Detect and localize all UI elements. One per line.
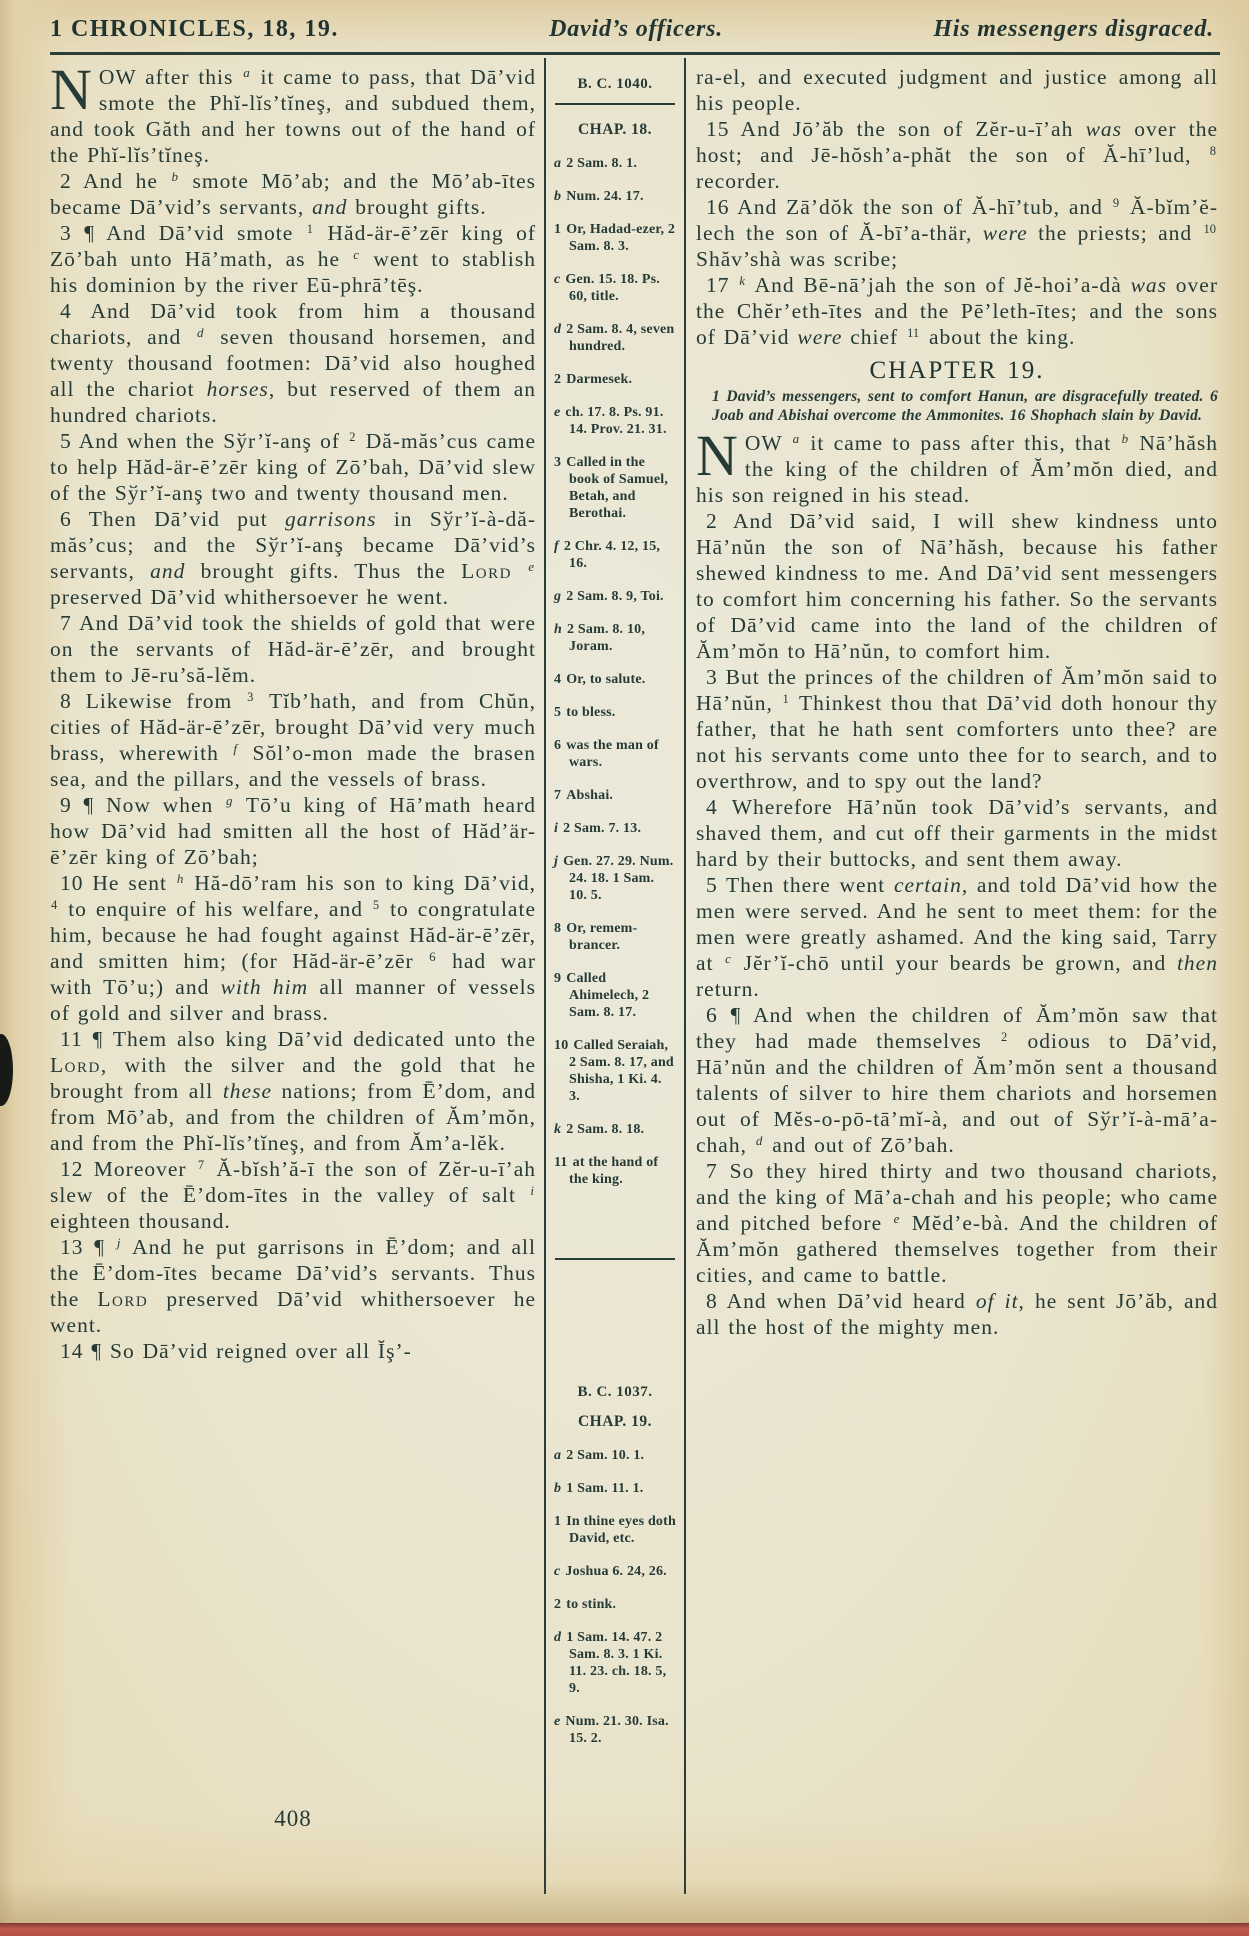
verse: 17 $^k$ And Bē-nā’jah the son of Jĕ-hoi’a-dà was over the Chĕr’eth-ītes and the Pē’leth-ītes; and the sons of Dā’vid were chief $^{11}$ about the king. [696,272,1219,349]
margin-note: k 2 Sam. 8. 18. [554,1122,645,1137]
book-cover-edge [0,1923,1249,1936]
verse: 2 And he $^b$ smote Mō’ab; and the Mō’ab-ītes became Dā’vid’s servants, and brought gifts. [50,168,537,219]
text-columns [50,58,1220,1894]
note-mark: c [353,246,360,262]
margin-note: 2 Darmesek. [554,372,633,387]
note-mark: c [554,272,561,287]
left-text-column [50,58,536,1894]
margin-note: 7 Abshai. [554,788,614,803]
spacer [554,1204,676,1250]
running-head [50,16,1220,43]
note-mark: 1 [554,1514,562,1529]
note-mark: b [1121,430,1129,446]
verse: 12 Moreover $^7$ Ă-bĭsh’ă-ī the son of Zĕr-u-ī’ah slew of the Ē’dom-ītes in the valley of salt $^i$ eighteen thousand. [50,1157,536,1233]
note-mark: h [554,622,562,637]
note-mark: d [755,1132,763,1148]
margin-note: e Num. 21. 30. Isa. 15. 2. [554,1714,669,1746]
note-mark: 2 [349,429,356,444]
verse: 6 Then Dā’vid put garrisons in Sўr’ĭ-à-dă-măs’cus; and the Sўr’ĭ-anş became Dā’vid’s servants, and brought gifts. Thus the Lord $^e$ preserved Dā’vid whithersoever he went. [50,507,536,609]
note-mark: a [554,156,562,171]
note-mark: 10 [554,1038,569,1053]
verse: 7 And Dā’vid took the shields of gold that were on the servants of Hăd-är-ē’zēr, and brought them to Jē-ru’să-lĕm. [50,611,536,687]
margin-note: b Num. 24. 17. [554,189,644,204]
margin-note: 3 Called in the book of Samuel, Betah, and Berothai. [554,455,669,521]
bc-date: B. C. 1037. [577,1384,653,1400]
note-mark: a [243,64,250,80]
margin-note: g 2 Sam. 8. 9, Toi. [554,589,664,604]
chapter-start-verse: NOW $^a$ it came to pass after this, that $^b$ Nā’hăsh the king of the children of Ăm’mŏn died, and his son reigned in his stead. [696,423,1219,507]
verse: 3 ¶ And Dā’vid smote $^1$ Hăd-är-ē’zēr king of Zō’bah unto Hā’math, as he $^c$ went to stablish his dominion by the river Eū-phrā’tēş. [50,221,536,297]
note-mark: 8 [554,921,562,936]
note-mark: i [554,821,559,836]
verse: 11 ¶ Them also king Dā’vid dedicated unto the Lord, with the silver and the gold that he brought from all these nations; from Ē’dom, and from Mō’ab, and from the children of Ăm’mŏn, and from the Phĭ-lĭs’tĭneş, and from Ăm’a-lĕk. [50,1027,536,1155]
note-mark: a [554,1448,562,1463]
note-mark: 7 [197,1157,205,1172]
margin-note: i 2 Sam. 7. 13. [554,821,642,836]
note-mark: 9 [554,971,562,986]
spacer [554,1276,676,1376]
margin-note: 4 Or, to salute. [554,672,646,687]
page-content [50,16,1220,1894]
chapter-summary: 1 David’s messengers, sent to comfort Hanun, are disgracefully treated. 6 Joab and Abishai overcome the Ammonites. 16 Shophach slain by David. [712,388,1219,424]
note-mark: e [893,1210,900,1226]
margin-note: h 2 Sam. 8. 10, Joram. [554,622,646,654]
note-mark: 11 [554,1155,568,1170]
verse-continuation: ra-el, and executed judgment and justice among all his people. [696,65,1218,115]
center-reference-column [544,58,686,1894]
note-mark: b [554,189,562,204]
note-mark: g [554,589,562,604]
verse: 3 But the princes of the children of Ăm’mŏn said to Hā’nŭn, $^1$ Thinkest thou that Dā’vid doth honour thy father, that he hath sent comforters unto thee? are not his servants come unto thee for to search, and to overthrow, and to spy out the land? [696,665,1218,793]
verse: 14 ¶ So Dā’vid reigned over all Ĭş’- [60,1339,412,1363]
note-mark: k [554,1122,562,1137]
note-mark: d [196,324,204,340]
note-mark: 1 [782,691,789,706]
verse: 2 And Dā’vid said, I will shew kindness unto Hā’nŭn the son of Nā’hăsh, because his father shewed kindness to me. And Dā’vid sent messengers to comfort him concerning his father. So the servants of Dā’vid came into the land of the children of Ăm’mŏn to Hā’nŭn, to comfort him. [696,509,1218,663]
margin-note: c Gen. 15. 18. Ps. 60, title. [554,272,661,304]
verse: 6 ¶ And when the children of Ăm’mŏn saw that they had made themselves $^2$ odious to Dā’vid, Hā’nŭn and the children of Ăm’mŏn sent a thousand talents of silver to hire them chariots and horsemen out of Mĕs-o-pō-tā’mĭ-à, and out of Sўr’ĭ-à-mā’a-chah, $^d$ and out of Zō’bah. [696,1003,1218,1157]
note-mark: e [554,405,561,420]
verse: 9 ¶ Now when $^g$ Tō’u king of Hā’math heard how Dā’vid had smitten all the host of Hăd’är-ē’zēr king of Zō’bah; [50,792,536,869]
note-mark: 7 [554,788,562,803]
margin-note: 2 to stink. [554,1597,617,1612]
verse: 5 And when the Sўr’ĭ-anş of $^2$ Dă-măs’cus came to help Hăd-är-ē’zēr king of Zō’bah, Dā’vid slew of the Sўr’ĭ-anş two and twenty thousand men. [50,429,536,505]
margin-note: 1 In thine eyes doth David, etc. [554,1514,676,1546]
header-rule [50,52,1220,55]
divider-rule [555,1258,675,1260]
note-mark: 2 [1000,1029,1008,1044]
divider-rule [555,103,675,105]
note-mark: 9 [1112,195,1120,210]
note-mark: g [226,792,233,808]
note-mark: 5 [554,705,562,720]
note-mark: f [554,539,559,554]
chapter-label: CHAP. 19. [577,1413,653,1430]
margin-note: d 1 Sam. 14. 47. 2 Sam. 8. 3. 1 Ki. 11. 23. ch. 18. 5, 9. [554,1630,667,1696]
page-bottom-shadow [0,1881,1249,1923]
running-head-center: David’s officers. [549,16,724,42]
note-mark: 2 [554,1597,562,1612]
note-mark: f [233,740,237,756]
note-mark: 5 [372,897,380,912]
margin-note: a 2 Sam. 8. 1. [554,156,638,171]
margin-note: c Joshua 6. 24, 26. [554,1564,667,1579]
note-mark: d [554,1630,562,1645]
verse: 8 And when Dā’vid heard of it, he sent Jō’ăb, and all the host of the mighty men. [696,1289,1219,1339]
chapter-heading: CHAPTER 19. [869,357,1045,384]
note-mark: j [554,854,559,869]
note-mark: 4 [554,672,562,687]
note-mark: 6 [429,949,436,964]
right-text-column [686,58,1220,1894]
margin-note: 11 at the hand of the king. [554,1155,659,1187]
note-mark: j [116,1234,121,1250]
verse: 16 And Zā’dŏk the son of Ă-hī’tub, and $^9$ Ă-bĭm’ĕ-lech the son of Ă-bī’a-thär, were the priests; and $^{10}$ Shăv’shà was scribe; [696,195,1219,271]
margin-note: a 2 Sam. 10. 1. [554,1448,645,1463]
margin-note: 10 Called Seraiah, 2 Sam. 8. 17, and Shisha, 1 Ki. 4. 3. [554,1038,674,1104]
note-mark: 4 [51,897,58,912]
chapter-label: CHAP. 18. [577,121,653,138]
note-mark: k [739,272,746,288]
verse: 7 So they hired thirty and two thousand chariots, and the king of Mā’a-chah and his people; who came and pitched before $^e$ Mĕd’e-bà. And the children of Ăm’mŏn gathered themselves together from their cities, and came to battle. [696,1159,1218,1287]
margin-note: j Gen. 27. 29. Num. 24. 18. 1 Sam. 10. 5. [554,854,674,903]
note-mark: a [792,430,800,446]
chapter-start-verse: NOW after this $^a$ it came to pass, that Dā’vid smote the Phĭ-lĭs’tĭneş, and subdued them, and took Găth and her towns out of the hand of the Phĭ-lĭs’tĭneş. [50,58,536,167]
margin-note: 1 Or, Hadad-ezer, 2 Sam. 8. 3. [554,222,676,254]
note-mark: b [554,1481,562,1496]
margin-note: 8 Or, remem-brancer. [554,921,638,953]
drop-cap: N [696,423,738,488]
margin-note: 5 to bless. [554,705,616,720]
note-mark: 10 [1203,221,1216,236]
drop-cap: N [50,58,92,122]
verse: 8 Likewise from $^3$ Tĭb’hath, and from Chŭn, cities of Hăd-är-ē’zēr, brought Dā’vid very much brass, wherewith $^f$ Sŏl’o-mon made the brasen sea, and the pillars, and the vessels of brass. [50,689,536,791]
note-mark: e [554,1714,561,1729]
margin-note: e ch. 17. 8. Ps. 91. 14. Prov. 21. 31. [554,405,667,437]
verse: 4 Wherefore Hā’nŭn took Dā’vid’s servants, and shaved them, and cut off their garments in the midst hard by their buttocks, and sent them away. [696,795,1218,871]
margin-note: 9 Called Ahimelech, 2 Sam. 8. 17. [554,971,650,1020]
verse: 4 And Dā’vid took from him a thousand chariots, and $^d$ seven thousand horsemen, and twenty thousand footmen: Dā’vid also houghed all the chariot horses, but reserved of them an hundred chariots. [50,299,536,427]
bc-date: B. C. 1040. [577,76,653,92]
note-mark: i [530,1182,534,1198]
note-mark: b [171,168,179,184]
page-number: 408 [274,1806,312,1831]
verse: 5 Then there went certain, and told Dā’vid how the men were served. And he sent to meet them: for the men were greatly ashamed. And the king said, Tarry at $^c$ Jĕr’ĭ-chō until your beards be grown, and then return. [696,873,1218,1001]
note-mark: 6 [554,738,562,753]
note-mark: 11 [907,325,920,340]
margin-note: 6 was the man of wars. [554,738,659,770]
margin-note: d 2 Sam. 8. 4, seven hundred. [554,322,675,354]
note-mark: 3 [554,455,562,470]
margin-note: f 2 Chr. 4. 12, 15, 16. [554,539,661,571]
note-mark: d [554,322,562,337]
margin-note: b 1 Sam. 11. 1. [554,1481,644,1496]
note-mark: 3 [247,689,254,704]
note-mark: e [528,558,534,574]
running-head-right: His messengers disgraced. [933,16,1214,42]
note-mark: 1 [306,221,314,236]
note-mark: c [725,950,731,966]
verse: 13 ¶ $^j$ And he put garrisons in Ē’dom; and all the Ē’dom-ītes became Dā’vid’s servants. Thus the Lord preserved Dā’vid whithersoever he went. [50,1234,537,1337]
verse: 15 And Jō’ăb the son of Zĕr-u-ī’ah was over the host; and Jē-hŏsh’a-phăt the son of Ă-hī’lud, $^8$ recorder. [696,117,1219,193]
note-mark: c [554,1564,561,1579]
book-chapter-title: 1 CHRONICLES, 18, 19. [50,16,339,42]
note-mark: 1 [554,222,562,237]
verse: 10 He sent $^h$ Hă-dō’ram his son to king Dā’vid, $^4$ to enquire of his welfare, and $^5$ to congratulate him, because he had fought against Hăd-är-ē’zēr, and smitten him; (for Hăd-är-ē’zēr $^6$ had war with Tō’u;) and with him all manner of vessels of gold and silver and brass. [50,870,537,1025]
note-mark: 2 [554,372,562,387]
scan-edge-artifact [0,1034,13,1106]
note-mark: 8 [1209,143,1216,158]
note-mark: h [176,870,184,886]
